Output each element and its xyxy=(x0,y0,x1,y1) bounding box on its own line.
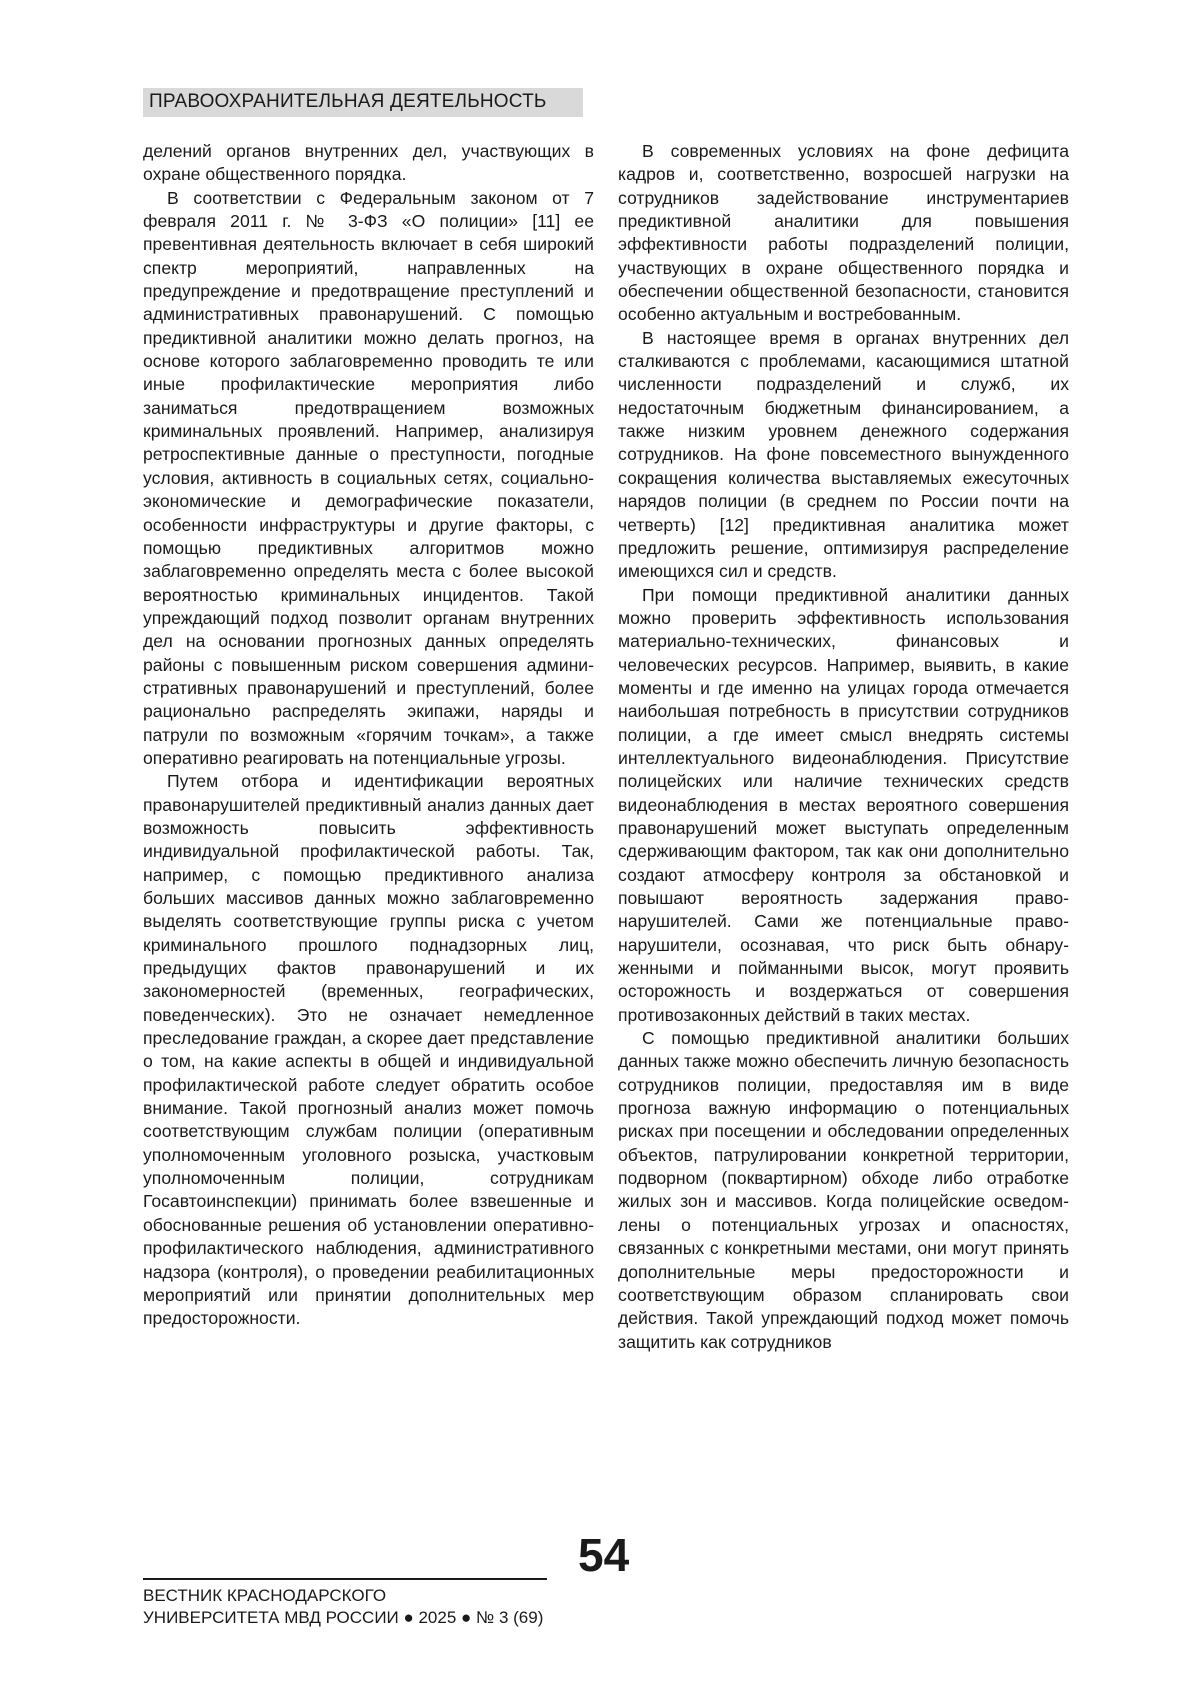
left-column xyxy=(143,140,594,1331)
journal-title-line-1: ВЕСТНИК КРАСНОДАРСКОГО xyxy=(143,1586,387,1605)
footer-rule xyxy=(143,1578,547,1580)
section-title: ПРАВООХРАНИТЕЛЬНАЯ ДЕЯТЕЛЬНОСТЬ xyxy=(149,91,547,112)
paragraph: делений органов внутренних дел, участвующих в охране общественного порядка. xyxy=(143,141,594,185)
page-number: 54 xyxy=(578,1529,630,1581)
paragraph: В соответствии с Федеральным законом от 7 февраля 2011 г. № 3-ФЗ «О полиции» [11] ее превентивная деятельность включает в себя широкий спектр мероприятий, направленных на предупреждение и предотвращение преступлений и административных правонарушений. С помощью предиктивной аналитики можно делать прогноз, на основе которого заблаговременно проводить те или иные профилактические мероприятия либо заниматься предотвращением возможных криминальных проявлений. Например, анализируя ретроспективные данные о преступности, погодные условия, активность в социальных сетях, социально-экономические и демографические показатели, особенности инфраструктуры и другие факторы, с помощью предиктивных алгоритмов можно заблаговременно определять места с более высокой вероятностью криминальных инцидентов. Такой упреждающий подход позволит органам внутренних дел на основании прогнозных данных определять районы с повышенным риском совершения административных правонарушений и преступлений, более рационально распределять экипажи, наряды и патрули по возможным «горячим точкам», а также оперативно реагировать на потенциальные угрозы. xyxy=(143,187,594,768)
section-header xyxy=(143,88,583,117)
journal-title-line-2: УНИВЕРСИТЕТА МВД РОССИИ ● 2025 ● № 3 (69) xyxy=(143,1608,544,1627)
paragraph: Путем отбора и идентификации вероятных правонарушителей предиктивный анализ данных дает возможность повысить эффективность индивидуальной профилактической работы. Так, например, с помощью предиктивного анализа больших массивов данных можно заблаговременно выделять соответствующие группы риска с учетом криминального прошлого поднадзорных лиц, предыдущих фактов правонарушений и их закономерностей (временных, географических, поведенческих). Это не означает немедленное преследование граждан, а скорее дает представление о том, на какие аспекты в общей и индивидуальной профилактической работе следует обратить особое внимание. Такой прогнозный анализ может помочь соответствующим службам полиции (оперативным уполномоченным уголовного розыска, участковым уполномоченным полиции, сотрудникам Госавтоинспекции) принимать более взвешенные и обоснованные решения об установлении оперативно-профилактического наблюдения, административного надзора (контроля), о проведении реабилитационных мероприятий или принятии дополнительных мер предосторожности. xyxy=(143,771,594,1329)
right-column xyxy=(618,140,1069,1354)
paragraph: С помощью предиктивной аналитики больших данных также можно обеспечить личную безопасность сотрудников полиции, предоставляя им в виде прогноза важную информацию о потенциальных рисках при посещении и обследовании определенных объектов, патрулировании конкретной территории, подворном (поквартирном) обходе либо отработке жилых зон и массивов. Когда полицейские осведомлены о потенциальных угрозах и опасностях, связанных с конкретными местами, они могут принять дополнительные меры предосторожности и соответствующим образом спланировать свои действия. Такой упреждающий подход может помочь защитить как сотрудников xyxy=(618,1028,1069,1352)
paragraph: При помощи предиктивной аналитики данных можно проверить эффективность использования материально-технических, финансовых и человеческих ресурсов. Например, выявить, в какие моменты и где именно на улицах города отмечается наибольшая потребность в присутствии сотрудников полиции, а где имеет смысл внедрять системы интеллектуального видеонаблюдения. Присутствие полицейских или наличие технических средств видеонаблюдения в местах вероятного совершения правонарушений может выступать определенным сдерживающим фактором, так как они дополнительно создают атмосферу контроля за обстановкой и повышают вероятность задержания правонарушителей. Сами же потенциальные правонарушители, осознавая, что риск быть обнаруженными и пойманными высок, могут проявить осторожность и воздержаться от совершения противозаконных действий в таких местах. xyxy=(618,584,1069,1025)
paragraph: В настоящее время в органах внутренних дел сталкиваются с проблемами, касающимися штатной численности подразделений и служб, их недостаточным бюджетным финансированием, а также низким уровнем денежного содержания сотрудников. На фоне повсеместного вынужденного сокращения количества выставляемых ежесуточных нарядов полиции (в среднем по России почти на четверть) [12] предиктивная аналитика может предложить решение, оптимизируя распределение имеющихся сил и средств. xyxy=(618,327,1069,582)
paragraph: В современных условиях на фоне дефицита кадров и, соответственно, возросшей нагрузки на сотрудников задействование инструментариев предиктивной аналитики для повышения эффективности работы подразделений полиции, участвующих в охране общественного порядка и обеспечении общественной безопасности, становится особенно актуальным и востребованным. xyxy=(618,141,1069,325)
